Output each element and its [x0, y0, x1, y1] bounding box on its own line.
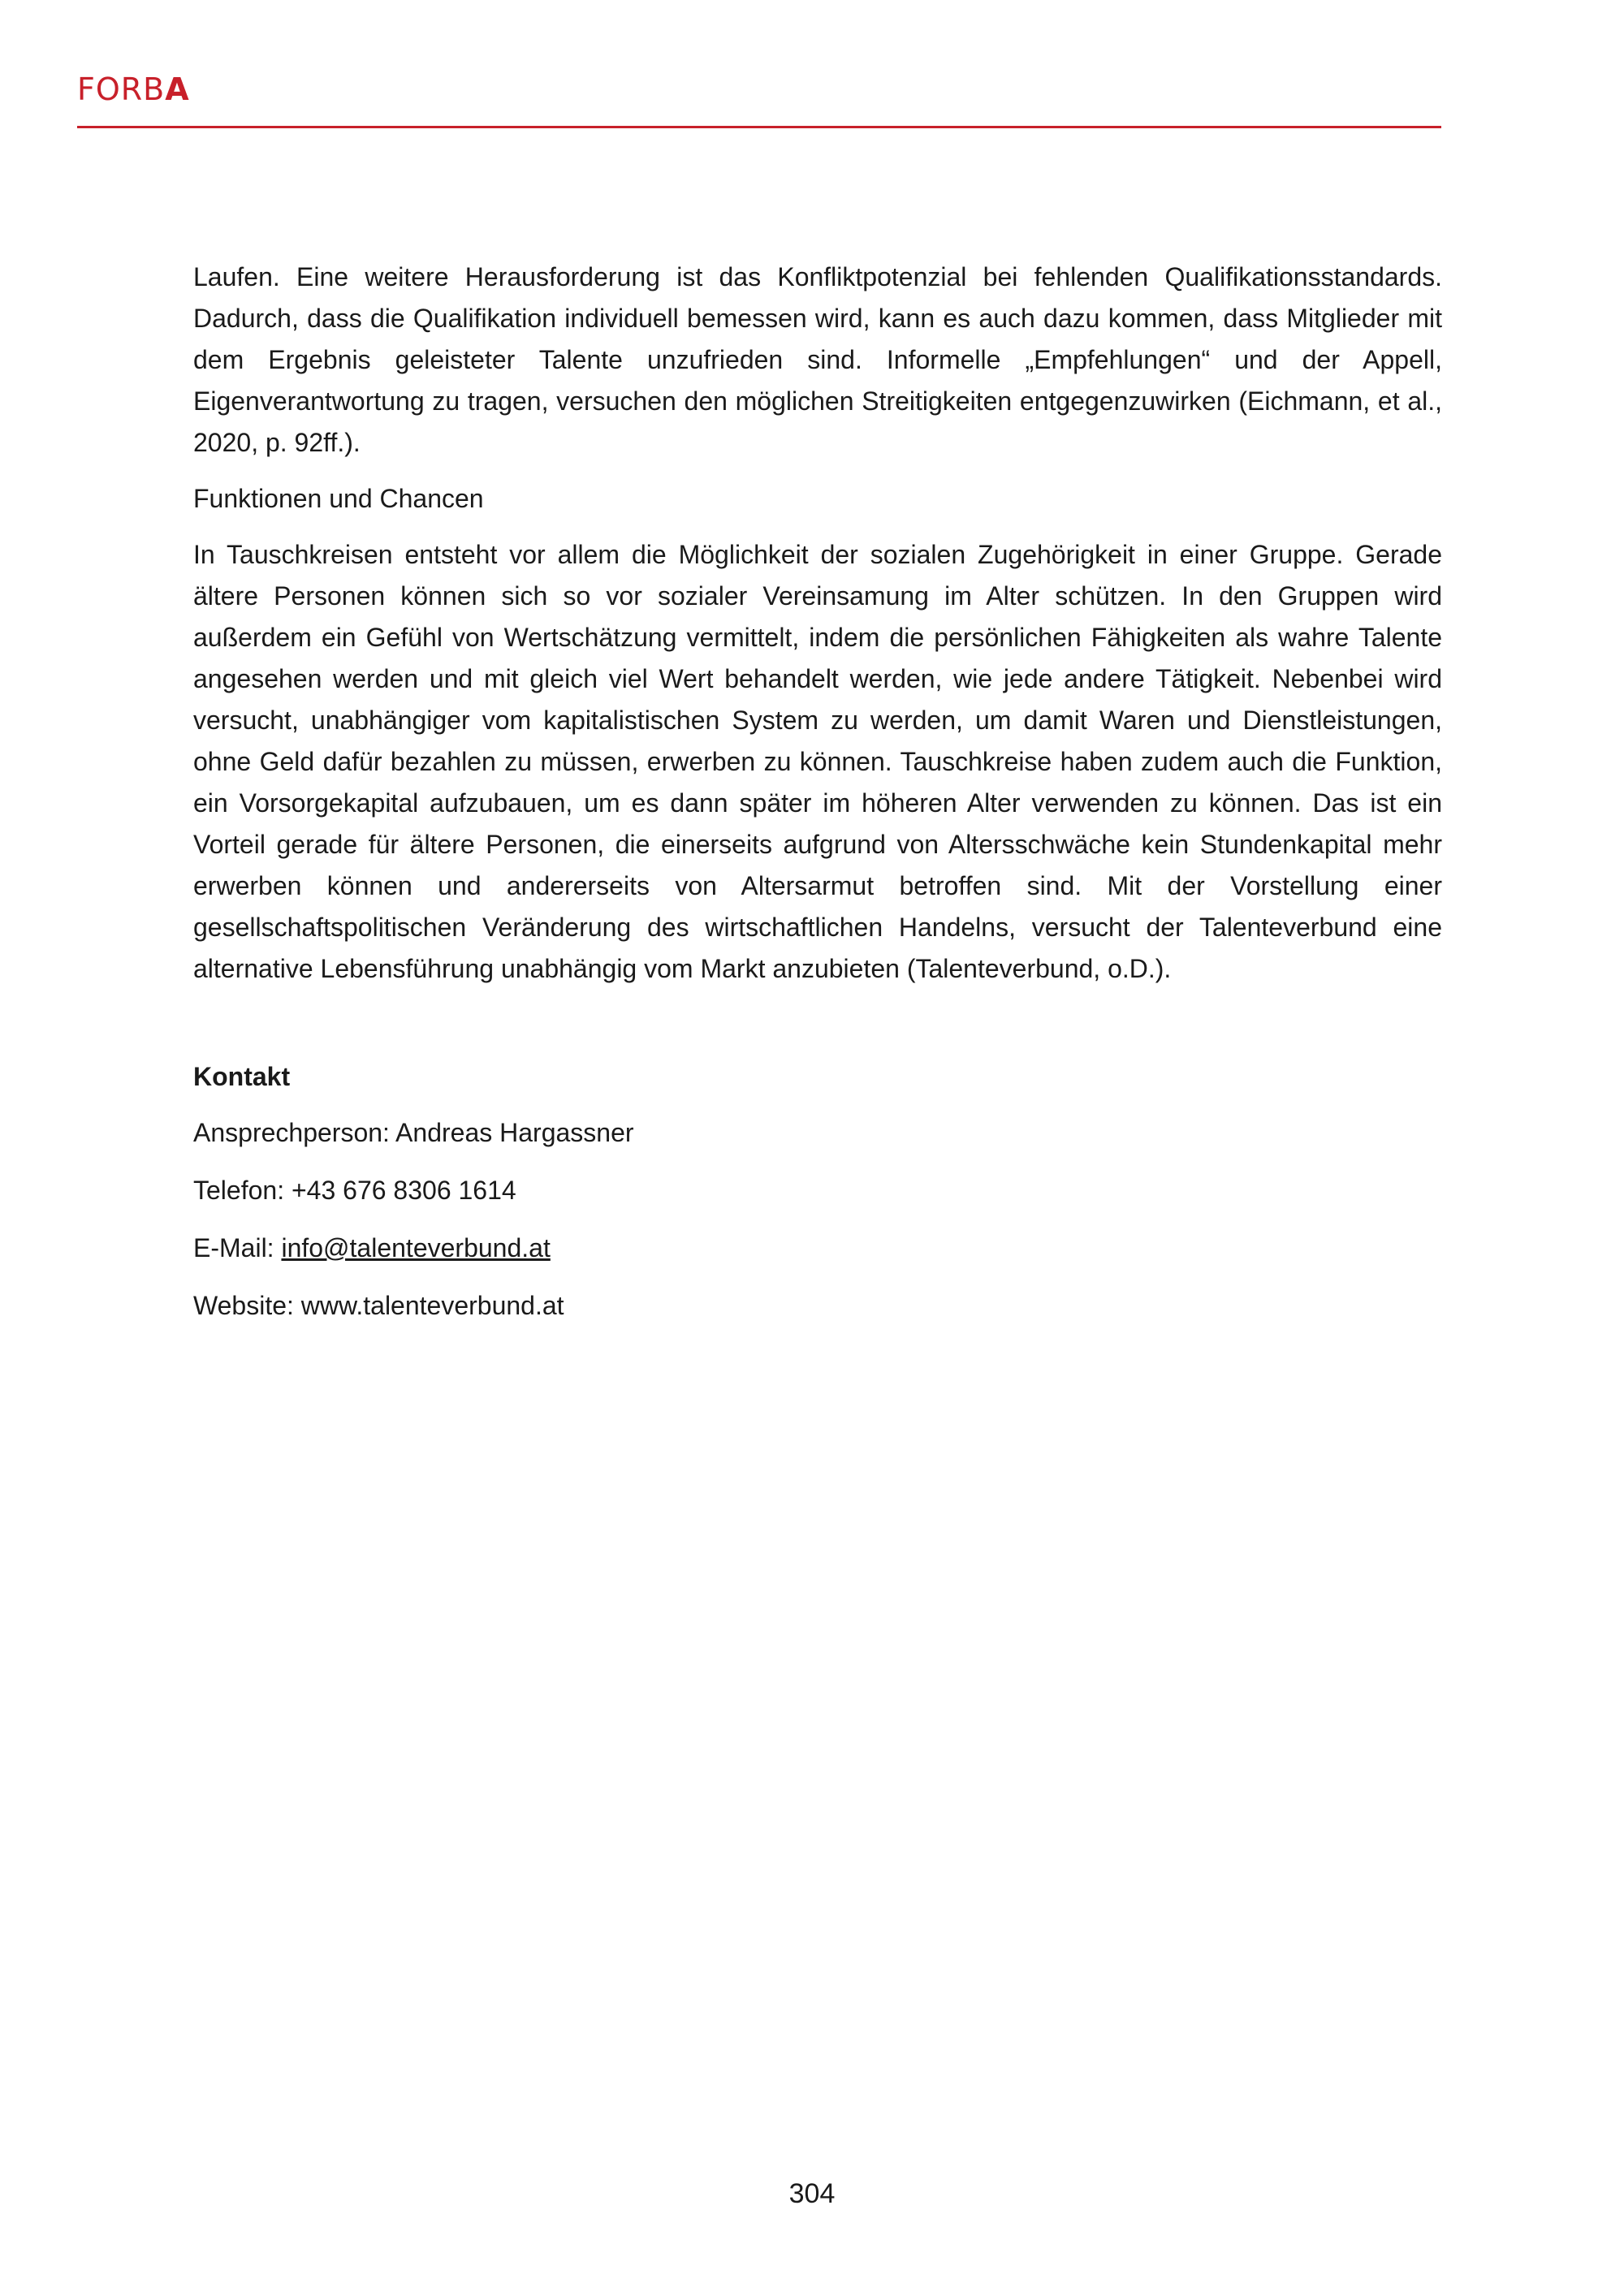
logo-text-prefix: FORB [77, 71, 166, 107]
header-divider [77, 126, 1441, 128]
contact-email-label: E-Mail: [193, 1233, 274, 1262]
contact-email-line [193, 1228, 1442, 1269]
contact-person-label: Ansprechperson: [193, 1118, 390, 1147]
contact-phone-line [193, 1170, 1442, 1211]
page-number: 304 [788, 2178, 836, 2209]
contact-phone-label: Telefon: [193, 1176, 285, 1205]
contact-phone-value: +43 676 8306 1614 [291, 1176, 516, 1205]
contact-website-value: www.talenteverbund.at [300, 1291, 564, 1320]
body-paragraph-2: In Tauschkreisen entsteht vor allem die Möglichkeit der sozialen Zugehörigkeit in einer Gruppe. Gerade ältere Personen können sich so vor sozialer Vereinsamung im Alter schützen. In den Gruppen wird außerdem ein Gefühl von Wertschätzung vermittelt, indem die persönlichen Fähigkeiten als wahre Talente angesehen werden und mit gleich viel Wert behandelt werden, wie jede andere Tätigkeit. Nebenbei wird versucht, unabhängiger vom kapitalistischen System zu werden, um damit Waren und Dienstleistungen, ohne Geld dafür bezahlen zu müssen, erwerben zu können. Tauschkreise haben zudem auch die Funktion, ein Vorsorgekapital aufzubauen, um es dann später im höheren Alter verwenden zu können. Das ist ein Vorteil gerade für ältere Personen, die einerseits aufgrund von Altersschwäche kein Stundenkapital mehr erwerben können und andererseits von Altersarmut betroffen sind. Mit der Vorstellung einer gesellschaftspolitischen Veränderung des wirtschaftlichen Handelns, versucht der Talenteverbund eine alternative Lebensführung unabhängig vom Markt anzubieten (Talenteverbund, o.D.). [193, 540, 1442, 983]
contact-email-link[interactable]: info@talenteverbund.at [281, 1233, 551, 1262]
contact-website-label: Website: [193, 1291, 294, 1320]
contact-person-value: Andreas Hargassner [395, 1118, 634, 1147]
document-body [193, 257, 1442, 1343]
section-subheading: Funktionen und Chancen [193, 484, 484, 513]
contact-heading: Kontakt [193, 1062, 291, 1091]
forba-logo [77, 71, 190, 107]
contact-website-line [193, 1285, 1442, 1327]
logo-text-suffix: A [165, 71, 190, 107]
body-paragraph-1: Laufen. Eine weitere Herausforderung ist das Konfliktpotenzial bei fehlenden Qualifikationsstandards. Dadurch, dass die Qualifikation individuell bemessen wird, kann es auch dazu kommen, dass Mitglieder mit dem Ergebnis geleisteter Talente unzufrieden sind. Informelle „Empfehlungen“ und der Appell, Eigenverantwortung zu tragen, versuchen den möglichen Streitigkeiten entgegenzuwirken (Eichmann, et al., 2020, p. 92ff.). [193, 262, 1442, 457]
contact-person-line [193, 1112, 1442, 1154]
